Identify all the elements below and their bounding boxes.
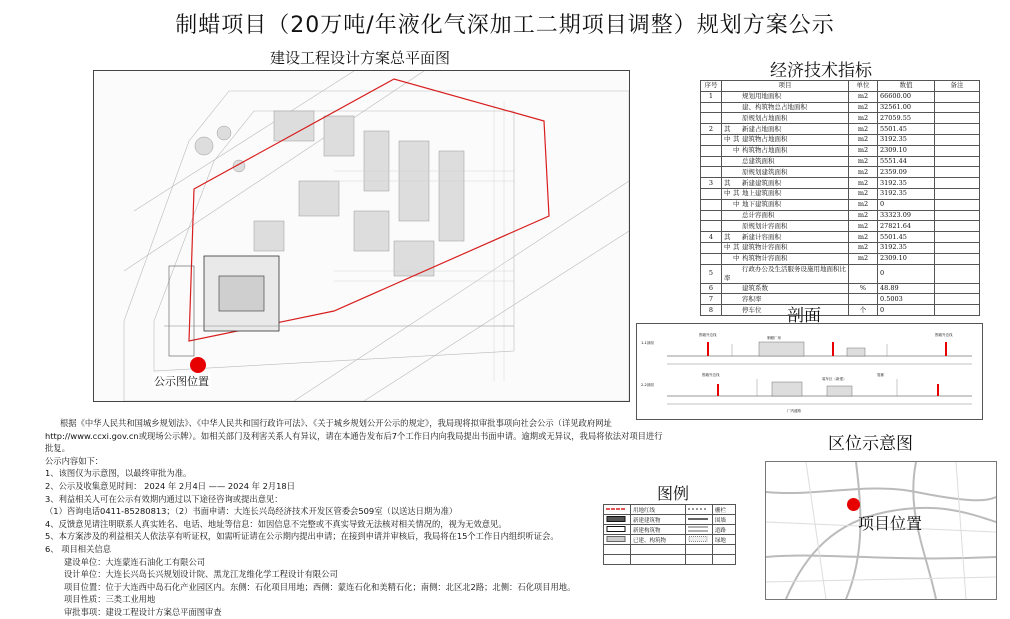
econ-cell-sub2: 其 bbox=[733, 189, 740, 198]
legend-label-left: 用地红线 bbox=[631, 505, 686, 515]
legend-label-right bbox=[712, 555, 735, 565]
econ-cell-note bbox=[935, 91, 980, 102]
econ-cell-no bbox=[701, 210, 722, 221]
econ-cell-item bbox=[722, 221, 849, 232]
section-label-3: 围墙外边线 bbox=[699, 333, 717, 337]
econ-cell-no: 4 bbox=[701, 232, 722, 243]
econ-cell-unit: m2 bbox=[849, 253, 878, 264]
econ-row bbox=[701, 134, 980, 145]
econ-cell-sub2: 中 bbox=[733, 254, 740, 263]
legend-label-left: 新建构筑物 bbox=[631, 525, 686, 535]
location-title: 区位示意图 bbox=[828, 434, 913, 454]
econ-row bbox=[701, 178, 980, 189]
econ-cell-no bbox=[701, 221, 722, 232]
econ-cell-item-label: 新建占地面积 bbox=[742, 124, 781, 133]
econ-cell-item bbox=[722, 283, 849, 294]
econ-row bbox=[701, 167, 980, 178]
econ-cell-note bbox=[935, 178, 980, 189]
econ-cell-sub2: 其 bbox=[733, 135, 740, 144]
econ-cell-value: 27059.55 bbox=[878, 113, 935, 124]
econ-cell-note bbox=[935, 253, 980, 264]
legend-swatch-right bbox=[685, 555, 712, 565]
econ-cell-item bbox=[722, 264, 849, 283]
econ-cell-note bbox=[935, 145, 980, 156]
econ-cell-no: 1 bbox=[701, 91, 722, 102]
econ-cell-value: 66600.00 bbox=[878, 91, 935, 102]
econ-cell-unit: m2 bbox=[849, 199, 878, 210]
section-label-2: 2-2剖面 bbox=[641, 383, 654, 387]
econ-cell-unit: m2 bbox=[849, 124, 878, 135]
econ-cell-no bbox=[701, 199, 722, 210]
econ-cell-item bbox=[722, 178, 849, 189]
econ-row bbox=[701, 294, 980, 305]
econ-header-unit: 单位 bbox=[849, 81, 878, 92]
legend-title: 图例 bbox=[657, 484, 690, 503]
econ-cell-no: 7 bbox=[701, 294, 722, 305]
econ-cell-item bbox=[722, 210, 849, 221]
legend-swatch-right bbox=[685, 505, 712, 515]
econ-cell-note bbox=[935, 210, 980, 221]
econ-cell-no bbox=[701, 134, 722, 145]
econ-cell-item-label: 建筑物占地面积 bbox=[742, 135, 788, 144]
econ-row bbox=[701, 221, 980, 232]
notice-line: http://www.ccxi.gov.cn或现场公示牌）。如相关部门及利害关系人有异议，请在本通告发布后7个工作日内向我局提出书面申请。逾期或无异议，我局将依法对项目进行 bbox=[45, 430, 663, 441]
econ-cell-value: 0 bbox=[878, 264, 935, 283]
notice-location-label: 公示图位置 bbox=[154, 375, 209, 388]
econ-cell-value: 5551.44 bbox=[878, 156, 935, 167]
econ-row bbox=[701, 102, 980, 113]
econ-cell-no: 5 bbox=[701, 264, 722, 283]
econ-cell-item bbox=[722, 167, 849, 178]
project-location-label: 项目位置 bbox=[858, 514, 923, 533]
econ-cell-item-label: 建筑物计容面积 bbox=[742, 243, 788, 252]
notice-line: 6、 项目相关信息 bbox=[45, 543, 111, 554]
econ-cell-unit: % bbox=[849, 283, 878, 294]
econ-cell-no bbox=[701, 113, 722, 124]
econ-row bbox=[701, 91, 980, 102]
econ-row bbox=[701, 242, 980, 253]
econ-row bbox=[701, 113, 980, 124]
econ-cell-value: 2359.09 bbox=[878, 167, 935, 178]
econ-cell-note bbox=[935, 283, 980, 294]
econ-row bbox=[701, 253, 980, 264]
econ-cell-value: 0 bbox=[878, 305, 935, 316]
econ-cell-note bbox=[935, 232, 980, 243]
econ-cell-note bbox=[935, 124, 980, 135]
project-info-line: 建设单位：大连蒙连石油化工有限公司 bbox=[64, 556, 206, 567]
section-label-4: 围墙外边线 bbox=[935, 333, 953, 337]
econ-cell-note bbox=[935, 221, 980, 232]
plan-title: 建设工程设计方案总平面图 bbox=[270, 49, 451, 67]
econ-cell-item bbox=[722, 134, 849, 145]
notice-line: 1、该图仅为示意图，以最终审批为准。 bbox=[45, 468, 192, 479]
econ-cell-unit bbox=[849, 264, 878, 283]
econ-cell-value: 5501.45 bbox=[878, 232, 935, 243]
econ-cell-item-label: 容积率 bbox=[742, 294, 762, 303]
econ-cell-note bbox=[935, 242, 980, 253]
econ-title: 经济技术指标 bbox=[770, 61, 872, 81]
econ-cell-item-label: 规划用地面积 bbox=[742, 92, 781, 101]
econ-cell-no bbox=[701, 102, 722, 113]
econ-cell-item-label: 总计容面积 bbox=[742, 210, 775, 219]
econ-cell-item bbox=[722, 305, 849, 316]
econ-row bbox=[701, 188, 980, 199]
econ-cell-value: 2309.10 bbox=[878, 253, 935, 264]
econ-cell-value: 0 bbox=[878, 199, 935, 210]
econ-cell-item-label: 新建建筑面积 bbox=[742, 178, 781, 187]
econ-cell-sub: 其 bbox=[724, 178, 731, 187]
econ-cell-item bbox=[722, 102, 849, 113]
econ-cell-unit: m2 bbox=[849, 91, 878, 102]
section-label-8: 管廊 bbox=[877, 373, 884, 377]
site-plan-drawing bbox=[93, 70, 630, 402]
econ-cell-item-label: 原规划计容面积 bbox=[742, 221, 788, 230]
econ-table bbox=[700, 80, 980, 316]
legend-swatch-right bbox=[685, 515, 712, 525]
econ-cell-note bbox=[935, 102, 980, 113]
econ-cell-item bbox=[722, 242, 849, 253]
econ-cell-note bbox=[935, 113, 980, 124]
econ-cell-unit: m2 bbox=[849, 232, 878, 243]
econ-cell-sub2: 中 bbox=[733, 200, 740, 209]
econ-row bbox=[701, 199, 980, 210]
econ-cell-unit: m2 bbox=[849, 210, 878, 221]
legend-label-right bbox=[712, 545, 735, 555]
section-label-9: 厂内道路 bbox=[787, 409, 801, 413]
econ-row bbox=[701, 156, 980, 167]
econ-cell-value: 33323.09 bbox=[878, 210, 935, 221]
econ-cell-note bbox=[935, 188, 980, 199]
econ-cell-value: 5501.45 bbox=[878, 124, 935, 135]
econ-cell-value: 48.89 bbox=[878, 283, 935, 294]
econ-cell-item-label: 构筑物计容面积 bbox=[742, 254, 788, 263]
econ-cell-unit: m2 bbox=[849, 178, 878, 189]
econ-cell-value: 0.5003 bbox=[878, 294, 935, 305]
notice-line: （1）咨询电话0411-85280813；（2）书面申请：大连长兴岛经济技术开发区管委会509室（以送达日期为准） bbox=[45, 506, 458, 517]
notice-line: 3、利益相关人可在公示有效期内通过以下途径咨询或提出意见： bbox=[45, 493, 283, 504]
legend-label-left: 已建、构筑物 bbox=[631, 535, 686, 545]
section-label-1: 1-1剖面 bbox=[641, 341, 654, 345]
notice-line: 公示内容如下： bbox=[45, 455, 104, 466]
econ-cell-note bbox=[935, 199, 980, 210]
econ-cell-note bbox=[935, 156, 980, 167]
econ-cell-item bbox=[722, 113, 849, 124]
econ-cell-value: 3192.35 bbox=[878, 188, 935, 199]
econ-cell-no: 2 bbox=[701, 124, 722, 135]
econ-cell-item-label: 地上建筑面积 bbox=[742, 189, 781, 198]
econ-cell-value: 32561.00 bbox=[878, 102, 935, 113]
econ-header-row bbox=[701, 81, 980, 92]
section-label-5: 制蜡厂房 bbox=[767, 336, 781, 340]
econ-cell-unit: m2 bbox=[849, 156, 878, 167]
econ-cell-item-label: 建筑系数 bbox=[742, 283, 768, 292]
econ-cell-value: 3192.35 bbox=[878, 134, 935, 145]
econ-cell-no: 3 bbox=[701, 178, 722, 189]
econ-cell-item-label: 停车位 bbox=[742, 305, 762, 314]
econ-cell-item-label: 原规划占地面积 bbox=[742, 113, 788, 122]
econ-cell-unit: m2 bbox=[849, 113, 878, 124]
econ-cell-item bbox=[722, 188, 849, 199]
legend-swatch-right bbox=[685, 535, 712, 545]
econ-cell-unit: m2 bbox=[849, 188, 878, 199]
econ-cell-no bbox=[701, 188, 722, 199]
legend-label-right: 栅栏 bbox=[712, 505, 735, 515]
project-info-line: 设计单位：大连长兴岛长兴规划设计院、黑龙江龙维化学工程设计有限公司 bbox=[64, 569, 338, 580]
econ-cell-item bbox=[722, 145, 849, 156]
econ-cell-sub: 中 bbox=[724, 189, 731, 198]
econ-header-no: 序号 bbox=[701, 81, 722, 92]
econ-row bbox=[701, 283, 980, 294]
econ-cell-no: 6 bbox=[701, 283, 722, 294]
econ-cell-item-label: 行政办公及生活服务设施用地面积比率 bbox=[724, 264, 846, 282]
notice-line: 5、本方案涉及的利益相关人依法享有听证权，如需听证请在公示期内提出申请；在接到申请并审核后，我局将在15个工作日内组织听证会。 bbox=[45, 531, 559, 542]
econ-cell-unit bbox=[849, 294, 878, 305]
econ-row bbox=[701, 124, 980, 135]
econ-cell-item bbox=[722, 232, 849, 243]
econ-cell-sub: 中 bbox=[724, 135, 731, 144]
legend-label-right: 绿地 bbox=[712, 535, 735, 545]
econ-row bbox=[701, 232, 980, 243]
econ-cell-no bbox=[701, 145, 722, 156]
econ-cell-item-label: 建、构筑物总占地面积 bbox=[742, 102, 807, 111]
notice-location-marker bbox=[190, 357, 206, 373]
econ-cell-no bbox=[701, 242, 722, 253]
econ-cell-item bbox=[722, 124, 849, 135]
legend-swatch-right bbox=[685, 545, 712, 555]
notice-line: 2、公示及收集意见时间： 2024 年 2月4日 —— 2024 年 2月18日 bbox=[45, 480, 296, 491]
econ-cell-unit: m2 bbox=[849, 221, 878, 232]
econ-cell-value: 2309.10 bbox=[878, 145, 935, 156]
econ-cell-unit: m2 bbox=[849, 242, 878, 253]
legend-label-right: 道路 bbox=[712, 525, 735, 535]
section-drawing bbox=[636, 323, 983, 420]
econ-cell-sub: 中 bbox=[724, 243, 731, 252]
econ-cell-no bbox=[701, 167, 722, 178]
econ-header-item: 项目 bbox=[722, 81, 849, 92]
econ-row bbox=[701, 145, 980, 156]
econ-cell-note bbox=[935, 294, 980, 305]
section-label-6: 围墙外边线 bbox=[702, 373, 720, 377]
econ-cell-value: 3192.35 bbox=[878, 242, 935, 253]
econ-cell-item-label: 构筑物占地面积 bbox=[742, 146, 788, 155]
econ-cell-sub2: 其 bbox=[733, 243, 740, 252]
econ-cell-item-label: 地下建筑面积 bbox=[742, 200, 781, 209]
econ-row bbox=[701, 210, 980, 221]
econ-cell-item-label: 原规划建筑面积 bbox=[742, 167, 788, 176]
econ-cell-sub: 其 bbox=[724, 124, 731, 133]
econ-cell-unit: 个 bbox=[849, 305, 878, 316]
econ-cell-item-label: 新建计容面积 bbox=[742, 232, 781, 241]
econ-row bbox=[701, 305, 980, 316]
notice-line: 批复。 bbox=[45, 443, 70, 454]
econ-cell-no bbox=[701, 253, 722, 264]
section-label-7: 装车区（新建） bbox=[822, 377, 847, 381]
econ-cell-no bbox=[701, 156, 722, 167]
econ-cell-value: 3192.35 bbox=[878, 178, 935, 189]
econ-cell-unit: m2 bbox=[849, 167, 878, 178]
econ-header-value: 数值 bbox=[878, 81, 935, 92]
econ-cell-item-label: 总建筑面积 bbox=[742, 156, 775, 165]
econ-header-note: 备注 bbox=[935, 81, 980, 92]
econ-cell-no: 8 bbox=[701, 305, 722, 316]
econ-cell-item bbox=[722, 199, 849, 210]
econ-cell-note bbox=[935, 167, 980, 178]
legend-label-left: 新建建筑物 bbox=[631, 515, 686, 525]
econ-cell-sub: 其 bbox=[724, 232, 731, 241]
econ-cell-note bbox=[935, 134, 980, 145]
econ-cell-sub2: 中 bbox=[733, 146, 740, 155]
econ-cell-item bbox=[722, 156, 849, 167]
econ-cell-note bbox=[935, 264, 980, 283]
econ-cell-note bbox=[935, 305, 980, 316]
notice-line: 根据《中华人民共和国城乡规划法》、《中华人民共和国行政许可法》、《关于城乡规划公开公示的规定》，我局现将拟审批事项向社会公示（详见政府网址 bbox=[60, 418, 612, 428]
econ-cell-unit: m2 bbox=[849, 134, 878, 145]
econ-cell-item bbox=[722, 294, 849, 305]
econ-cell-value: 27821.64 bbox=[878, 221, 935, 232]
legend-swatch-right bbox=[685, 525, 712, 535]
project-info-line: 项目性质：三类工业用地 bbox=[64, 594, 156, 605]
econ-cell-item bbox=[722, 91, 849, 102]
section-title: 剖面 bbox=[787, 306, 821, 326]
project-info-line: 审批事项：建设工程设计方案总平面图审查 bbox=[64, 606, 222, 617]
econ-cell-unit: m2 bbox=[849, 102, 878, 113]
page-title: 制蜡项目（20万吨/年液化气深加工二期项目调整）规划方案公示 bbox=[175, 13, 835, 38]
econ-cell-item bbox=[722, 253, 849, 264]
project-info-line: 项目位置：位于大连西中岛石化产业园区内。东侧：石化项目用地；西侧：蒙连石化和美精石化；南侧：北区北2路；北侧：石化项目用地。 bbox=[64, 581, 576, 592]
project-location-marker bbox=[847, 498, 860, 511]
econ-cell-unit: m2 bbox=[849, 145, 878, 156]
notice-line: 4、反馈意见请注明联系人真实姓名、电话、地址等信息：如因信息不完整或不真实导致无法核对相关情况的，视为无效意见。 bbox=[45, 518, 507, 529]
legend-label-right: 围墙 bbox=[712, 515, 735, 525]
econ-row bbox=[701, 264, 980, 283]
